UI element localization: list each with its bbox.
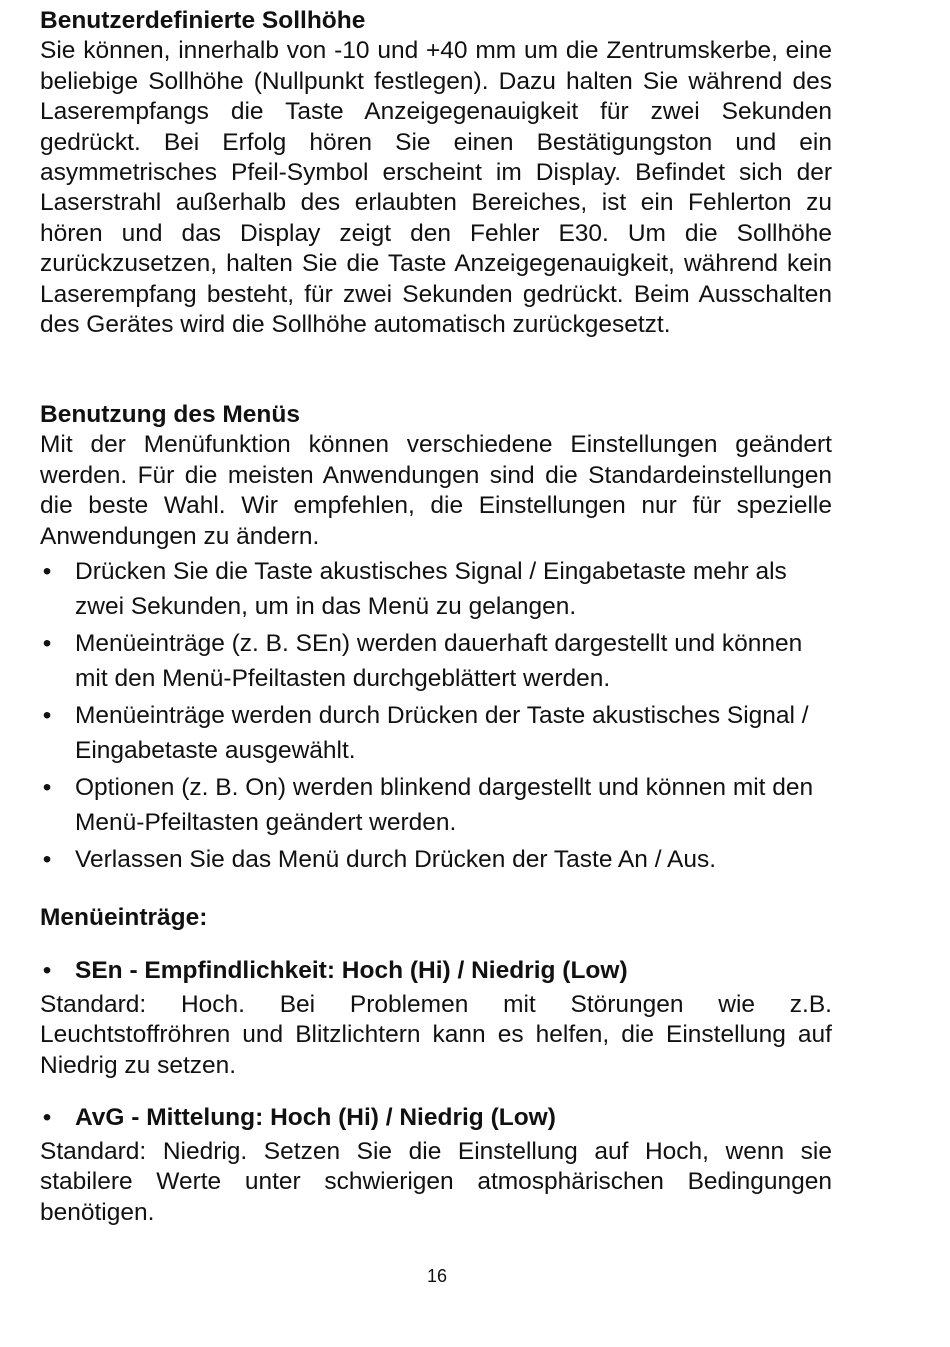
menu-entry-body: Standard: Niedrig. Setzen Sie die Einstellung auf Hoch, wenn sie stabilere Werte unter schwierigen atmosphärischen Bedingungen benötigen. (40, 1138, 832, 1226)
page-number: 16 (426, 1266, 448, 1286)
list-item-text: Optionen (z. B. On) werden blinkend dargestellt und können mit den Menü-Pfeiltasten geändert werden. (75, 774, 814, 837)
list-item (40, 554, 832, 624)
menu-entry-sensitivity (40, 956, 832, 1081)
menu-entry-title (40, 956, 832, 986)
bullet-icon: • (42, 957, 52, 984)
menu-entry-title-text: SEn - Empfindlichkeit: Hoch (Hi) / Niedrig (Low) (75, 957, 628, 984)
section-heading-menu-entries: Menüeinträge: (40, 904, 208, 931)
list-item-text: Verlassen Sie das Menü durch Drücken der Taste An / Aus. (75, 846, 716, 874)
list-item-text: Menüeinträge (z. B. SEn) werden dauerhaft dargestellt und können mit den Menü-Pfeiltasten durchgeblättert werden. (75, 630, 803, 693)
menu-entry-title-text: AvG - Mittelung: Hoch (Hi) / Niedrig (Low) (75, 1104, 556, 1131)
menu-steps-list (40, 554, 832, 877)
list-item (40, 698, 832, 768)
list-item-text: Drücken Sie die Taste akustisches Signal / Eingabetaste mehr als zwei Sekunden, um in das Menü zu gelangen. (75, 558, 787, 621)
bullet-icon: • (42, 846, 52, 874)
bullet-icon: • (42, 1104, 52, 1131)
list-item (40, 842, 832, 877)
section-heading: Benutzung des Menüs (40, 401, 300, 428)
section-body: Sie können, innerhalb von -10 und +40 mm um die Zentrumskerbe, eine beliebige Sollhöhe (Nullpunkt festlegen). Dazu halten Sie während des Laserempfangs die Taste Anzeigegenauigkeit für zwei Sekunden gedrückt. Bei Erfolg hören Sie einen Bestätigungston und ein asymmetrisches Pfeil-Symbol erscheint im Display. Befindet sich der Laserstrahl außerhalb des erlaubten Bereiches, ist ein Fehlerton zu hören und das Display zeigt den Fehler E30. Um die Sollhöhe zurückzusetzen, halten Sie die Taste Anzeigegenauigkeit, während kein Laserempfang besteht, für zwei Sekunden gedrückt. Beim Ausschalten des Gerätes wird die Sollhöhe automatisch zurückgesetzt. (40, 37, 832, 339)
bullet-icon: • (42, 558, 52, 586)
bullet-icon: • (42, 702, 52, 730)
bullet-icon: • (42, 774, 52, 802)
bullet-icon: • (42, 630, 52, 658)
menu-entry-body: Standard: Hoch. Bei Problemen mit Störungen wie z.B. Leuchtstoffröhren und Blitzlichtern kann es helfen, die Einstellung auf Niedrig zu setzen. (40, 991, 832, 1079)
section-heading: Benutzerdefinierte Sollhöhe (40, 7, 366, 34)
section-menu-usage (40, 400, 832, 877)
list-item (40, 770, 832, 840)
section-custom-height (40, 6, 832, 340)
list-item-text: Menüeinträge werden durch Drücken der Taste akustisches Signal / Eingabetaste ausgewählt. (75, 702, 809, 765)
list-item (40, 626, 832, 696)
menu-entry-title (40, 1103, 832, 1133)
menu-entry-averaging (40, 1103, 832, 1228)
section-body: Mit der Menüfunktion können verschiedene Einstellungen geändert werden. Für die meisten Anwendungen sind die Standardeinstellungen die beste Wahl. Wir empfehlen, die Einstellungen nur für spezielle Anwendungen zu ändern. (40, 431, 832, 550)
